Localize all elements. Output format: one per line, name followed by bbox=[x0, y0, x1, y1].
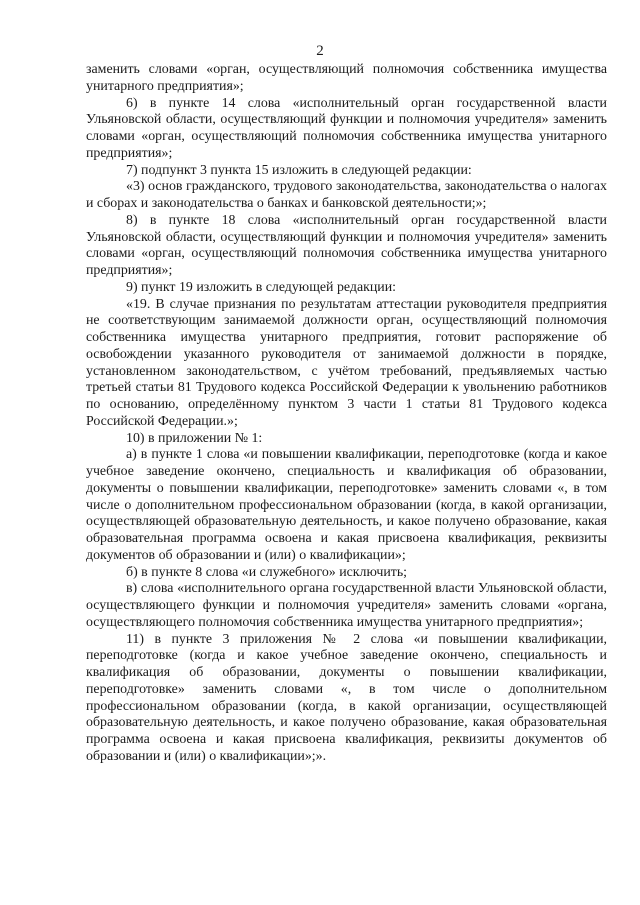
paragraph-item-10-a: а) в пункте 1 слова «и повышении квалификации, переподготовке (когда и какое учебное заведение окончено, специальность и квалификация об образовании, документы о повышении квалификации, переподготовке» заменить словами «, в том числе о дополнительном профессиональном образовании (когда, в какой организации, осуществляющей образовательную деятельность, и какое получено образование, какая образовательная программа освоена и какая присвоена квалификация, реквизиты документов об образовании и (или) о квалификации»; bbox=[86, 447, 607, 563]
page-number: 2 bbox=[316, 43, 324, 59]
paragraph-item-6: 6) в пункте 14 слова «исполнительный орган государственной власти Ульяновской области, осуществляющий функции и полномочия учредителя» заменить словами «орган, осуществляющий полномочия собственника имущества унитарного предприятия»; bbox=[86, 95, 607, 161]
paragraph-continuation: заменить словами «орган, осуществляющий полномочия собственника имущества унитарного предприятия»; bbox=[86, 62, 607, 94]
document-body bbox=[86, 62, 607, 766]
paragraph-item-10-v: в) слова «исполнительного органа государственной власти Ульяновской области, осуществляющего функции и полномочия учредителя» заменить словами «органа, осуществляющего полномочия собственника имущества унитарного предприятия»; bbox=[86, 581, 607, 630]
paragraph-item-9: 9) пункт 19 изложить в следующей редакции: bbox=[126, 279, 397, 295]
paragraph-item-10: 10) в приложении № 1: bbox=[126, 430, 263, 446]
paragraph-item-9-text: «19. В случае признания по результатам аттестации руководителя предприятия не соответствующим занимаемой должности орган, осуществляющий полномочия собственника имущества унитарного предприятия, готовит распоряжение об освобождении указанного руководителя от занимаемой должности в порядке, установленном законодательством, с учётом требований, предъявляемых частью третьей статьи 81 Трудового кодекса Российской Федерации к увольнению работников по основанию, определённому пунктом 3 части 1 статьи 81 Трудового кодекса Российской Федерации.»; bbox=[86, 296, 607, 429]
paragraph-item-7: 7) подпункт 3 пункта 15 изложить в следующей редакции: bbox=[126, 162, 472, 178]
paragraph-item-10-b: б) в пункте 8 слова «и служебного» исключить; bbox=[126, 564, 408, 580]
paragraph-item-11: 11) в пункте 3 приложения № 2 слова «и повышении квалификации, переподготовке (когда и какое учебное заведение окончено, специальность и квалификация об образовании, документы о повышении квалификации, переподготовке» заменить словами «, в том числе о дополнительном профессиональном образовании (когда, в какой организации, осуществляющей образовательную деятельность, и какое получено образование, какая образовательная программа освоена и какая присвоена квалификация, реквизиты документов об образовании и (или) о квалификации»;». bbox=[86, 631, 607, 764]
paragraph-item-7-text: «3) основ гражданского, трудового законодательства, законодательства о налогах и сборах и законодательства о банках и банковской деятельности;»; bbox=[86, 179, 607, 211]
paragraph-item-8: 8) в пункте 18 слова «исполнительный орган государственной власти Ульяновской области, осуществляющий функции и полномочия учредителя» заменить словами «орган, осуществляющий полномочия собственника имущества унитарного предприятия»; bbox=[86, 212, 607, 278]
